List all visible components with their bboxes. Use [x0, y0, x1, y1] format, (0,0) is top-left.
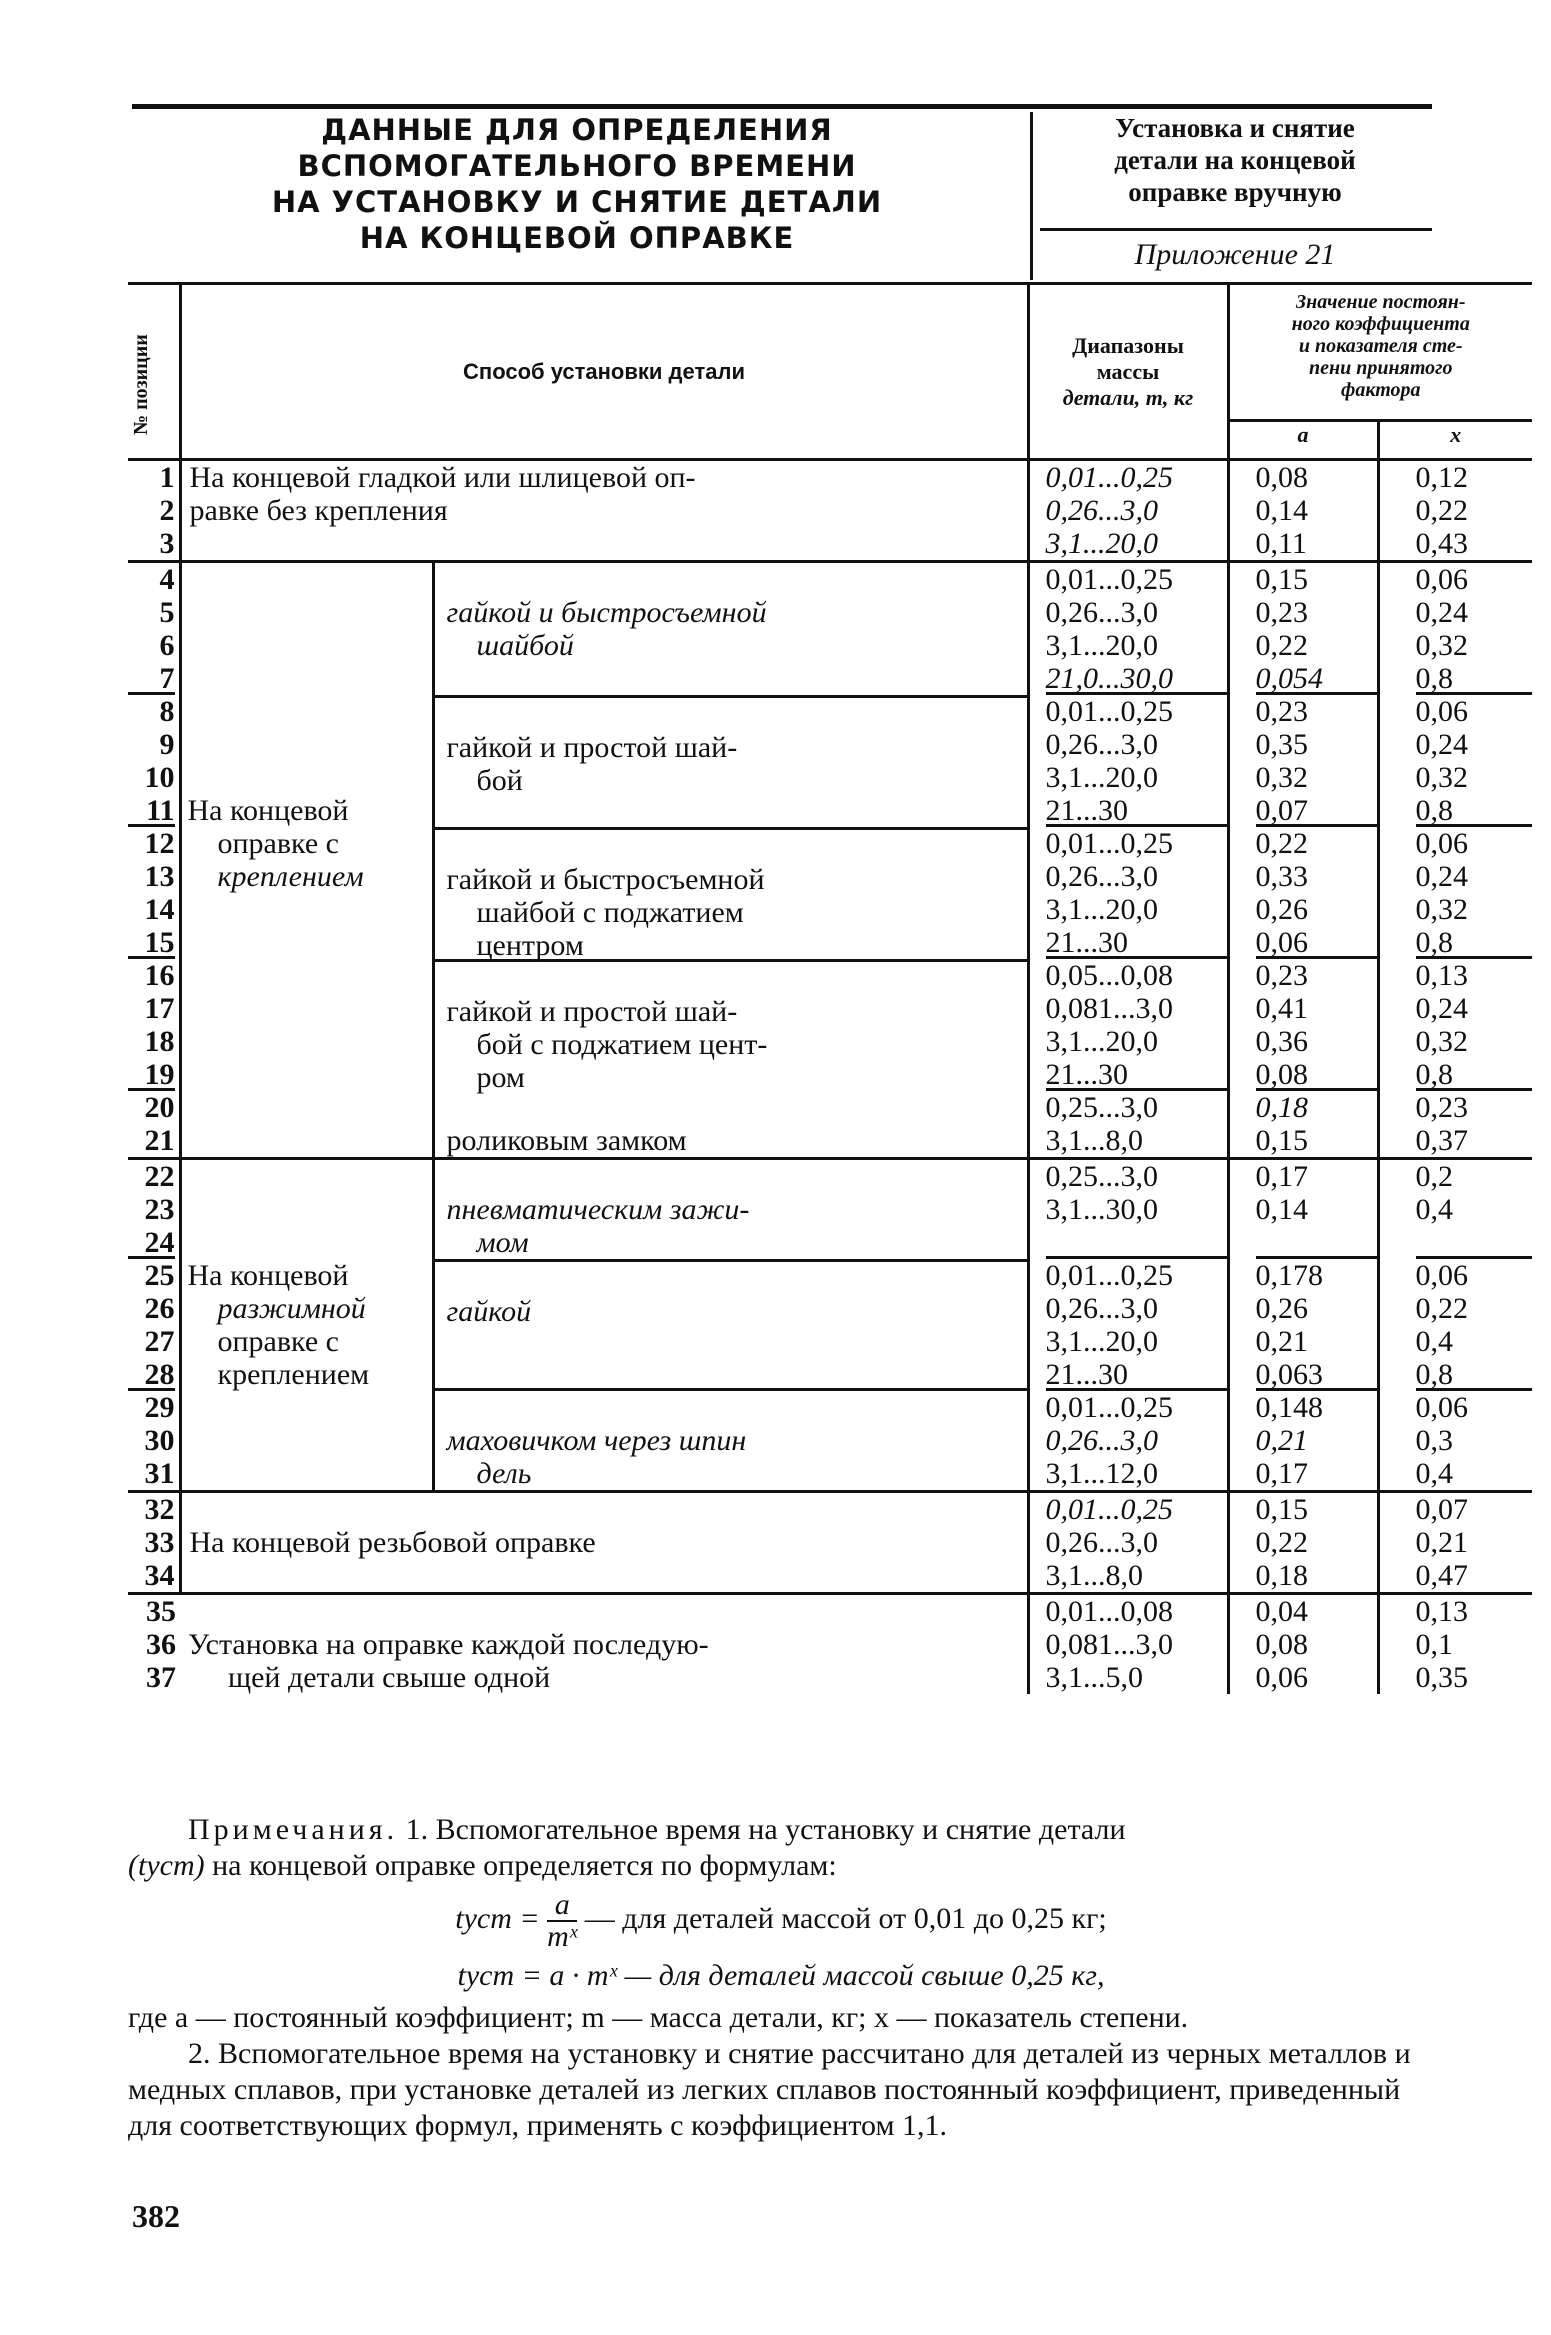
mass-range: 3,1...20,0 [1045, 893, 1158, 926]
document-title [132, 112, 1022, 282]
header-values-line: и показателя сте- [1298, 335, 1463, 357]
exp-x: 0,21 [1415, 1526, 1468, 1559]
coef-a: 0,21 [1255, 1424, 1308, 1457]
position-number: 15 [128, 926, 175, 959]
notes-label: Примечания. [188, 1813, 399, 1846]
mass-range-cell [1028, 1594, 1228, 1695]
method-sub-line: бой с поджатием цент- [476, 1028, 768, 1061]
header-values-line: фактора [1341, 379, 1421, 401]
coef-a: 0,26 [1255, 893, 1308, 926]
position-numbers [128, 1159, 180, 1492]
coef-a: 0,08 [1255, 1628, 1308, 1661]
mass-range: 0,01...0,25 [1045, 1259, 1173, 1292]
position-number: 18 [144, 1025, 175, 1058]
mass-range: 0,26...3,0 [1045, 1292, 1158, 1325]
position-number: 35 [146, 1595, 176, 1628]
mass-range: 21...30 [1046, 926, 1227, 959]
method-sub-line [447, 563, 1027, 596]
exp-x: 0,35 [1415, 1661, 1468, 1694]
coef-a: 0,18 [1255, 1559, 1308, 1592]
header-no-text: № позиции [130, 334, 152, 435]
exp-x: 0,24 [1415, 728, 1468, 761]
position-number: 1 [159, 461, 175, 494]
coef-a: 0,04 [1255, 1595, 1308, 1628]
mass-range: 0,01...0,25 [1045, 827, 1173, 860]
coef-a: 0,21 [1255, 1325, 1308, 1358]
method-sub-line [447, 1262, 1027, 1295]
coef-a: 0,15 [1255, 1493, 1308, 1526]
top-rule [132, 104, 1432, 109]
position-number: 14 [144, 893, 175, 926]
position-number: 3 [159, 527, 175, 560]
header-values-line: пени принятого [1308, 357, 1453, 379]
position-number: 17 [144, 992, 175, 1025]
exp-x: 0,4 [1415, 1457, 1453, 1490]
mass-range-cell [1028, 1159, 1228, 1492]
formula-1-lhs: tуст = [455, 1901, 540, 1935]
position-numbers [128, 460, 180, 562]
exp-x: 0,12 [1415, 461, 1468, 494]
method-subs [432, 1160, 1027, 1490]
title-divider [1030, 112, 1033, 280]
coef-a: 0,17 [1255, 1160, 1308, 1193]
position-number: 8 [159, 695, 175, 728]
mass-range: 21...30 [1046, 1358, 1227, 1391]
mass-range: 0,081...3,0 [1045, 1628, 1173, 1661]
exp-x: 0,13 [1415, 959, 1468, 992]
coef-a: 0,26 [1255, 1292, 1308, 1325]
position-number: 20 [144, 1091, 175, 1124]
title-line: ДАННЫЕ ДЛЯ ОПРЕДЕЛЕНИЯ [321, 113, 833, 147]
method-line [188, 695, 432, 728]
mass-range: 0,25...3,0 [1045, 1160, 1158, 1193]
exp-x: 0,22 [1415, 1292, 1468, 1325]
method-line [188, 1595, 1027, 1628]
table-row-group [128, 1594, 1532, 1695]
coef-a: 0,35 [1255, 728, 1308, 761]
exp-x: 0,06 [1415, 695, 1468, 728]
mass-range: 21,0...30,0 [1046, 662, 1227, 695]
method-line: На концевой [187, 794, 349, 827]
mass-range: 3,1...20,0 [1045, 1325, 1158, 1358]
position-number: 16 [144, 959, 175, 992]
coef-a-cell [1228, 1492, 1378, 1594]
coef-a: 0,14 [1255, 494, 1308, 527]
exp-x: 0,32 [1415, 761, 1468, 794]
mass-range: 0,26...3,0 [1045, 1424, 1158, 1457]
method-sub-line: дель [476, 1457, 532, 1490]
coef-a: 0,054 [1256, 662, 1377, 695]
mass-range: 21...30 [1046, 1058, 1227, 1091]
notes-section [128, 1812, 1434, 2144]
position-number: 25 [144, 1259, 175, 1292]
table-row-group [128, 1159, 1532, 1492]
method-sub [435, 563, 1027, 695]
exp-x: 0,8 [1416, 926, 1533, 959]
side-rule [1040, 228, 1432, 231]
method-line [188, 1226, 432, 1259]
position-number: 4 [159, 563, 175, 596]
formula-2 [128, 1958, 1434, 1994]
exp-x: 0,07 [1415, 1493, 1468, 1526]
method-subs [432, 563, 1027, 1157]
position-number: 7 [128, 662, 175, 695]
table-row-group [128, 1492, 1532, 1594]
header-values [1228, 284, 1532, 421]
position-number: 21 [144, 1124, 175, 1157]
mass-range: 3,1...5,0 [1045, 1661, 1143, 1694]
method-line: щей детали свыше одной [228, 1661, 551, 1694]
method-line: оправке с [217, 1325, 339, 1358]
coef-a: 0,22 [1255, 827, 1308, 860]
coef-a: 0,32 [1255, 761, 1308, 794]
coef-a: 0,22 [1255, 629, 1308, 662]
exp-x: 0,06 [1415, 1391, 1468, 1424]
exp-x: 0,8 [1416, 662, 1533, 695]
position-number: 10 [144, 761, 175, 794]
fraction-numerator: a [547, 1890, 577, 1922]
mass-range: 0,01...0,25 [1045, 1391, 1173, 1424]
side-title-line: оправке вручную [1128, 177, 1342, 207]
mass-range: 0,05...0,08 [1045, 959, 1173, 992]
exp-x: 0,32 [1415, 1025, 1468, 1058]
coef-a: 0,06 [1255, 1661, 1308, 1694]
position-number: 22 [144, 1160, 175, 1193]
mass-range: 0,01...0,25 [1045, 563, 1173, 596]
method-sub-line: мом [476, 1226, 529, 1259]
side-title-line: Установка и снятие [1115, 113, 1355, 143]
exp-x-cell [1378, 1492, 1532, 1594]
position-number: 13 [144, 860, 175, 893]
exp-x-cell [1378, 1159, 1532, 1492]
mass-range: 0,081...3,0 [1045, 992, 1173, 1025]
method-sub [435, 695, 1027, 827]
method-sub-line: пневматическим зажи- [446, 1193, 750, 1226]
method-cell [180, 1594, 1028, 1695]
exp-x: 0,06 [1415, 563, 1468, 596]
method-sub-line: бой [476, 764, 523, 797]
position-number: 5 [159, 596, 175, 629]
exp-x-cell [1378, 1594, 1532, 1695]
mass-range: 3,1...20,0 [1045, 527, 1158, 560]
method-sub-line: роликовым замком [446, 1124, 687, 1157]
coef-a: 0,178 [1255, 1259, 1323, 1292]
coef-a: 0,15 [1255, 1124, 1308, 1157]
header-a: a [1228, 421, 1378, 460]
method-line [188, 563, 432, 596]
mass-range: 21...30 [1046, 794, 1227, 827]
method-line [188, 761, 432, 794]
coef-a-cell [1228, 1159, 1378, 1492]
method-line: разжимной [217, 1292, 366, 1325]
mass-range [1046, 1226, 1227, 1259]
method-split [182, 1160, 1027, 1490]
t-var: (tуст) [128, 1849, 205, 1882]
table-row-group [128, 460, 1532, 562]
header-position-number [128, 284, 180, 460]
method-sub-line: гайкой [446, 1295, 532, 1328]
method-line [188, 1160, 432, 1193]
method-line [188, 1193, 432, 1226]
exp-x: 0,43 [1415, 527, 1468, 560]
method-sub [435, 1160, 1027, 1259]
mass-range: 0,26...3,0 [1045, 596, 1158, 629]
title-line: НА КОНЦЕВОЙ ОПРАВКЕ [359, 221, 795, 255]
position-number: 6 [159, 629, 175, 662]
position-numbers [128, 562, 180, 1159]
header-values-line: Значение постоян- [1295, 291, 1466, 313]
position-number: 12 [144, 827, 175, 860]
note-1-cont [128, 1848, 1434, 1884]
position-number: 30 [144, 1424, 175, 1457]
method-sub-line [447, 1160, 1027, 1193]
method-sub-line [447, 962, 1027, 995]
header-mass-range [1028, 284, 1228, 460]
exp-x: 0,22 [1415, 494, 1468, 527]
exp-x: 0,32 [1415, 629, 1468, 662]
exp-x: 0,4 [1415, 1193, 1453, 1226]
mass-range: 0,01...0,25 [1045, 695, 1173, 728]
method-sub-line [447, 698, 1027, 731]
coef-a: 0,22 [1255, 1526, 1308, 1559]
position-number: 19 [128, 1058, 175, 1091]
coef-a: 0,33 [1255, 860, 1308, 893]
method-sub [435, 1388, 1027, 1490]
position-number: 34 [144, 1559, 175, 1592]
exp-x: 0,37 [1415, 1124, 1468, 1157]
coef-a: 0,06 [1256, 926, 1377, 959]
position-numbers [128, 1594, 180, 1695]
title-line: НА УСТАНОВКУ И СНЯТИЕ ДЕТАЛИ [271, 185, 883, 219]
coef-a: 0,41 [1255, 992, 1308, 1025]
exp-x-cell [1378, 460, 1532, 562]
method-sub-line: ром [476, 1061, 525, 1094]
formula-2-expr: tуст = a · mˣ [457, 1959, 618, 1992]
header-range-line: Диапазоны [1072, 332, 1184, 358]
method-cell [180, 562, 1028, 1159]
method-sub-line: гайкой и простой шай- [446, 995, 738, 1028]
coef-a: 0,17 [1255, 1457, 1308, 1490]
exp-x: 0,06 [1415, 827, 1468, 860]
title-line: ВСПОМОГАТЕЛЬНОГО ВРЕМЕНИ [297, 149, 857, 183]
method-sub-line: шайбой [476, 629, 574, 662]
coef-a: 0,063 [1256, 1358, 1377, 1391]
position-number: 32 [144, 1493, 175, 1526]
coef-a-cell [1228, 1594, 1378, 1695]
method-line: Установка на оправке каждой последую- [188, 1628, 709, 1661]
header-range-line: детали, m, кг [1062, 384, 1194, 410]
method-sub-line: гайкой и быстросъемной [446, 596, 767, 629]
formula-legend: где a — постоянный коэффициент; m — масса детали, кг; x — показатель степени. [128, 2001, 1189, 2034]
position-number: 23 [144, 1193, 175, 1226]
coef-a: 0,23 [1255, 695, 1308, 728]
method-sub-line [447, 1391, 1027, 1424]
method-sub-line [447, 830, 1027, 863]
method-sub [435, 827, 1027, 962]
coef-a-cell [1228, 562, 1378, 1159]
mass-range: 3,1...20,0 [1045, 1025, 1158, 1058]
header-values-line: ного коэффициента [1291, 313, 1470, 335]
mass-range: 0,26...3,0 [1045, 728, 1158, 761]
method-split [182, 563, 1027, 1157]
exp-x: 0,24 [1415, 596, 1468, 629]
position-number: 11 [128, 794, 175, 827]
method-line: На концевой гладкой или шлицевой оп- [189, 461, 696, 494]
header-range-line: массы [1096, 358, 1160, 384]
side-title-line: детали на концевой [1114, 145, 1356, 175]
coef-a: 0,148 [1255, 1391, 1323, 1424]
exp-x: 0,13 [1415, 1595, 1468, 1628]
exp-x: 0,24 [1415, 992, 1468, 1025]
method-sub-line: маховичком через шпин [446, 1424, 747, 1457]
formula-1-desc: — для деталей массой от 0,01 до 0,25 кг; [584, 1901, 1107, 1935]
method-line: креплением [217, 860, 364, 893]
position-number: 28 [128, 1358, 175, 1391]
coef-a: 0,15 [1255, 563, 1308, 596]
position-number: 2 [159, 494, 175, 527]
header-method: Способ установки детали [180, 284, 1028, 460]
method-line: равке без крепления [189, 494, 448, 527]
method-sub-line: гайкой и быстросъемной [446, 863, 765, 896]
method-sub [435, 959, 1027, 1094]
coef-a: 0,08 [1255, 461, 1308, 494]
fraction-denominator: mˣ [547, 1920, 578, 1953]
method-main [182, 1160, 432, 1490]
position-number: 33 [144, 1526, 175, 1559]
exp-x: 0,8 [1416, 794, 1533, 827]
exp-x: 0,4 [1415, 1325, 1453, 1358]
method-line: креплением [217, 1358, 370, 1391]
coef-a [1256, 1226, 1377, 1259]
coef-a: 0,07 [1256, 794, 1377, 827]
mass-range: 0,25...3,0 [1045, 1091, 1158, 1124]
method-cell [180, 460, 1028, 562]
method-line [188, 728, 432, 761]
mass-range-cell [1028, 562, 1228, 1159]
mass-range: 0,26...3,0 [1045, 860, 1158, 893]
exp-x: 0,23 [1415, 1091, 1468, 1124]
exp-x: 0,3 [1415, 1424, 1453, 1457]
method-cell [180, 1159, 1028, 1492]
side-title [1040, 112, 1430, 208]
exp-x-cell [1378, 562, 1532, 1159]
mass-range: 0,26...3,0 [1045, 1526, 1158, 1559]
page-number: 382 [132, 2198, 180, 2234]
note-1-cont-text: на концевой оправке определяется по формулам: [204, 1849, 837, 1882]
header-x: x [1378, 421, 1532, 460]
coef-a: 0,23 [1255, 959, 1308, 992]
exp-x: 0,06 [1415, 1259, 1468, 1292]
mass-range: 3,1...12,0 [1045, 1457, 1158, 1490]
method-line: На концевой [187, 1259, 349, 1292]
exp-x: 0,32 [1415, 893, 1468, 926]
mass-range-cell [1028, 460, 1228, 562]
exp-x: 0,1 [1415, 1628, 1453, 1661]
mass-range: 0,01...0,25 [1045, 461, 1173, 494]
formula-1-fraction [547, 1890, 577, 1952]
method-line [188, 662, 432, 695]
method-cell [180, 1492, 1028, 1594]
note-2: 2. Вспомогательное время на установку и снятие рассчитано для деталей из черных металлов и медных сплавов, при установке деталей из легких сплавов постоянный коэффициент, приведенный для соответствующих формул, применять с коэффициентом 1,1. [128, 2037, 1411, 2142]
position-number: 36 [146, 1628, 176, 1661]
method-line: оправке с [217, 827, 339, 860]
appendix-label: Приложение 21 [1134, 238, 1336, 271]
mass-range: 3,1...8,0 [1045, 1124, 1143, 1157]
data-table [128, 282, 1532, 1694]
position-number: 27 [144, 1325, 175, 1358]
coef-a: 0,08 [1256, 1058, 1377, 1091]
formula-2-desc: — для деталей массой свыше 0,25 кг, [617, 1959, 1105, 1992]
table-row-group [128, 562, 1532, 1159]
method-main [182, 563, 432, 1157]
coef-a: 0,23 [1255, 596, 1308, 629]
coef-a: 0,18 [1255, 1091, 1308, 1124]
exp-x: 0,8 [1416, 1058, 1533, 1091]
note-1 [128, 1812, 1434, 1848]
exp-x: 0,47 [1415, 1559, 1468, 1592]
method-sub-line: шайбой с поджатием [476, 896, 744, 929]
method-line [188, 629, 432, 662]
method-sub-line: центром [476, 929, 584, 962]
coef-a: 0,14 [1255, 1193, 1308, 1226]
method-sub [435, 1259, 1027, 1388]
method-line [188, 596, 432, 629]
method-line [190, 1493, 1027, 1526]
formula-1 [128, 1890, 1434, 1952]
method-sub-line: гайкой и простой шай- [446, 731, 738, 764]
note-1-text: 1. Вспомогательное время на установку и снятие детали [405, 1813, 1126, 1846]
position-number: 9 [159, 728, 175, 761]
position-number: 29 [144, 1391, 175, 1424]
mass-range: 0,01...0,25 [1045, 1493, 1173, 1526]
position-numbers [128, 1492, 180, 1594]
coef-a: 0,11 [1255, 527, 1307, 560]
mass-range: 3,1...8,0 [1045, 1559, 1143, 1592]
mass-range: 0,01...0,08 [1045, 1595, 1173, 1628]
coef-a-cell [1228, 460, 1378, 562]
mass-range-cell [1028, 1492, 1228, 1594]
mass-range: 3,1...20,0 [1045, 629, 1158, 662]
mass-range: 3,1...30,0 [1045, 1193, 1158, 1226]
mass-range: 3,1...20,0 [1045, 761, 1158, 794]
method-line: На концевой резьбовой оправке [189, 1526, 596, 1559]
exp-x: 0,24 [1415, 860, 1468, 893]
exp-x: 0,2 [1415, 1160, 1453, 1193]
position-number: 37 [146, 1661, 176, 1694]
mass-range: 0,26...3,0 [1045, 494, 1158, 527]
coef-a: 0,36 [1255, 1025, 1308, 1058]
method-sub [435, 1091, 1027, 1157]
exp-x [1416, 1226, 1533, 1259]
method-sub-line [447, 1091, 1027, 1124]
position-number: 24 [128, 1226, 175, 1259]
position-number: 26 [144, 1292, 175, 1325]
exp-x: 0,8 [1416, 1358, 1533, 1391]
position-number: 31 [144, 1457, 175, 1490]
